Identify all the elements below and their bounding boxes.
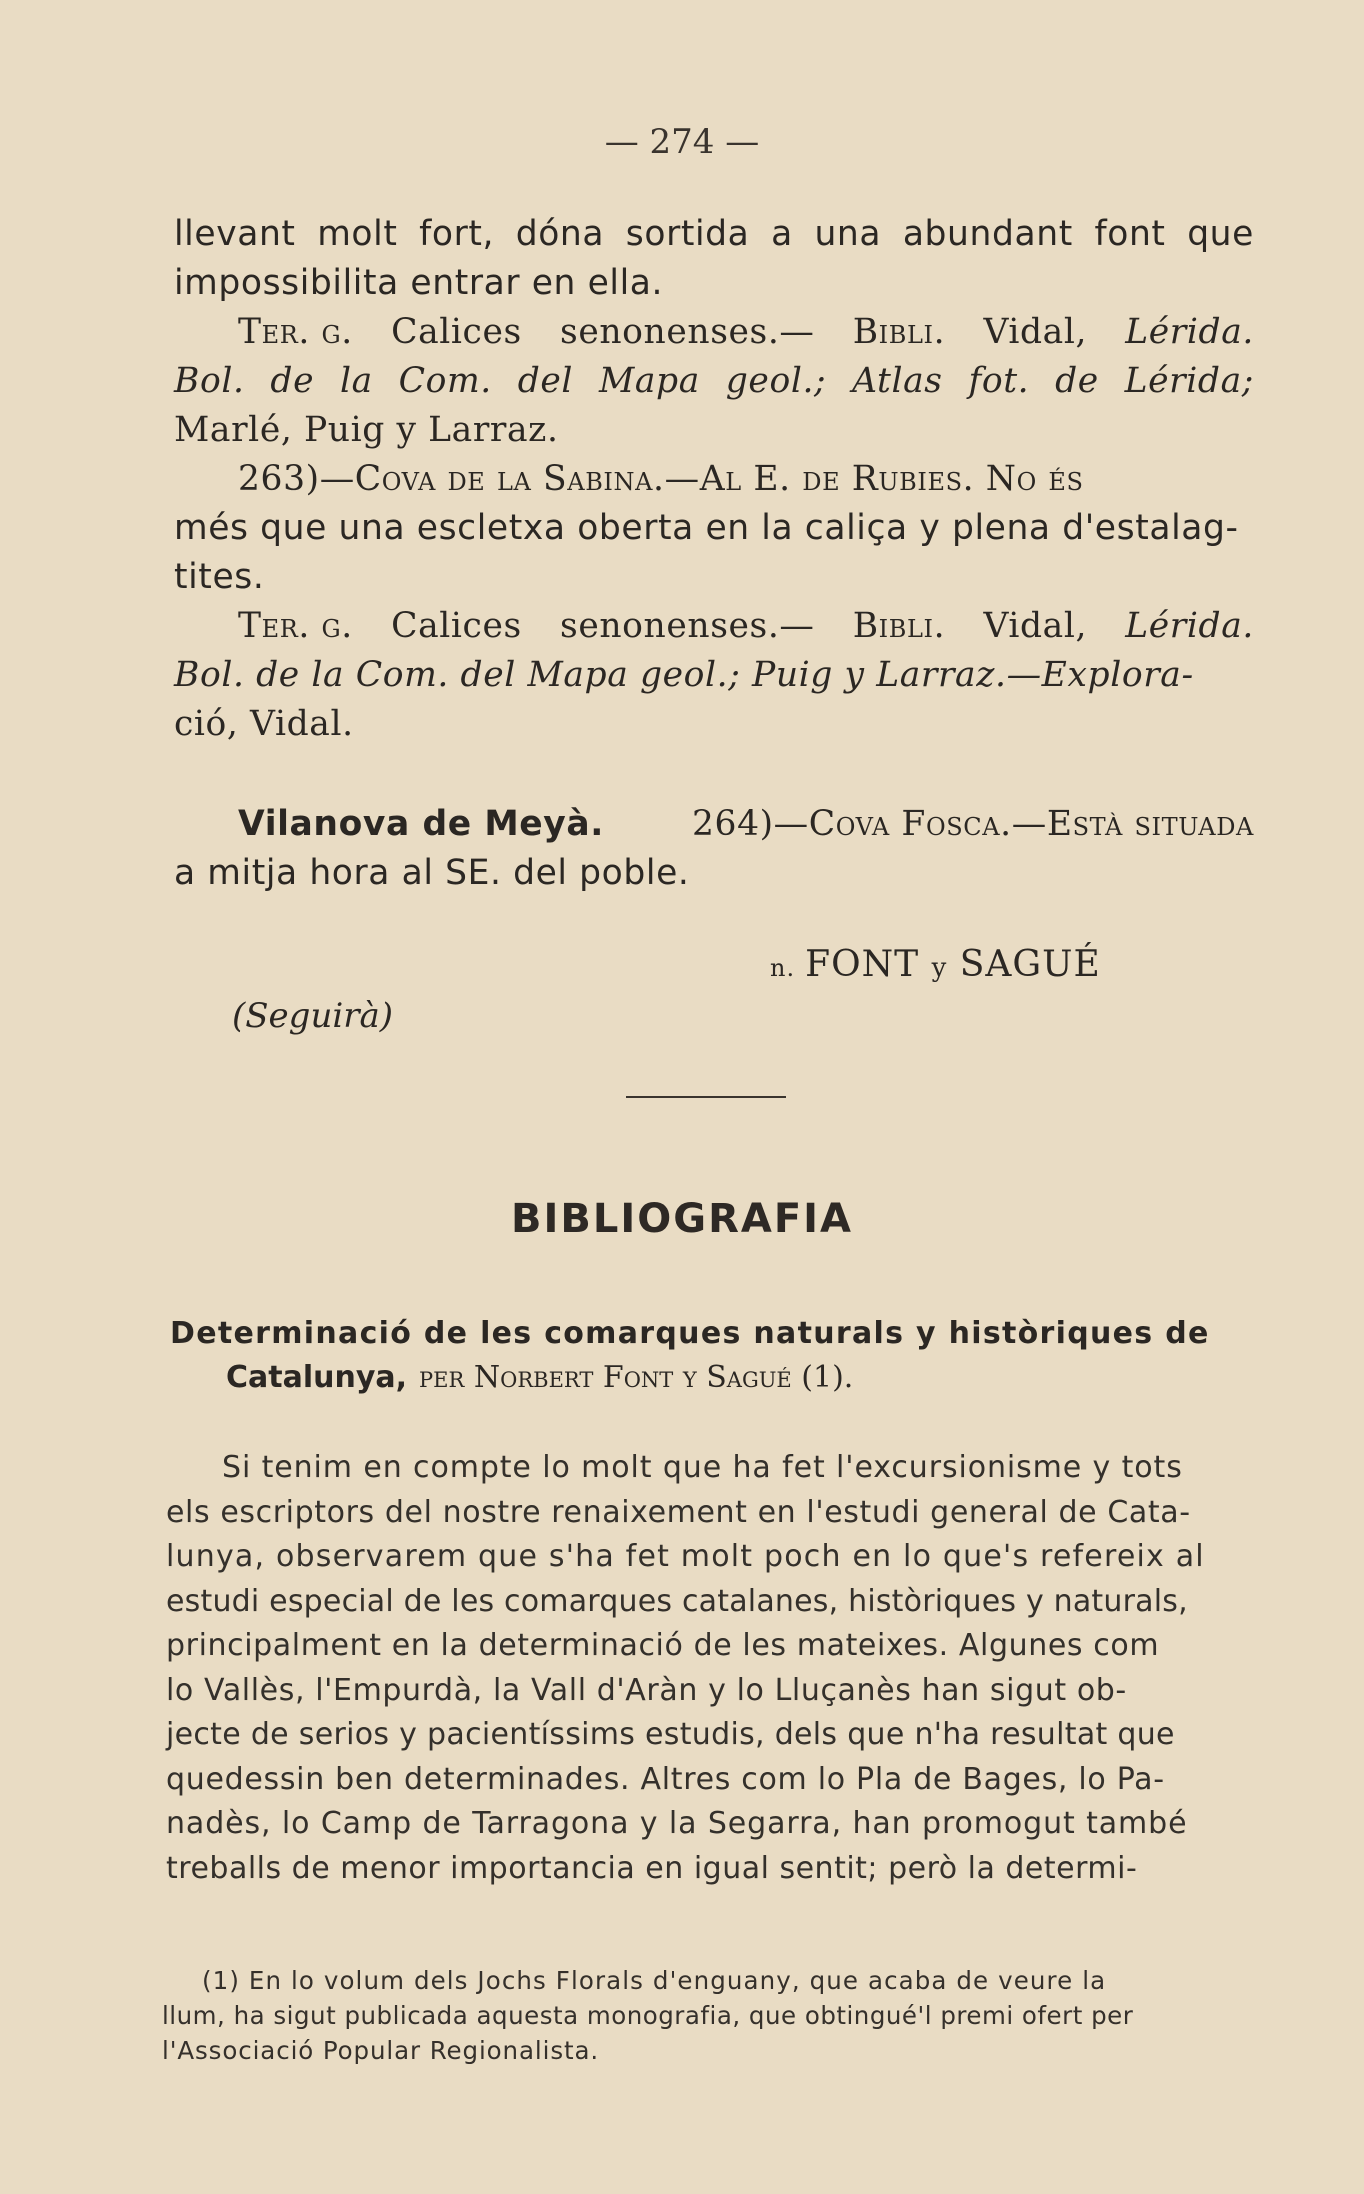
word: Bol. — [174, 361, 245, 401]
line-text: jecte de serios y pacientíssims estudis, dels que n'ha resultat que — [166, 1717, 1175, 1752]
word: font — [1094, 214, 1166, 254]
text-line — [174, 800, 1254, 849]
text-line — [166, 1802, 1246, 1847]
word: a — [771, 214, 793, 254]
line-text: lo Vallès, l'Empurdà, la Vall d'Aràn y lo Lluçanès han sigut ob- — [166, 1672, 1127, 1708]
word: Lérida. — [1125, 606, 1254, 646]
word: una — [814, 214, 882, 254]
line-text: estudi especial de les comarques catalanes, històriques y naturals, — [166, 1583, 1188, 1619]
word: geol.; — [725, 361, 827, 401]
line-text: lunya, observarem que s'ha fet molt poch en lo que's refereix al — [166, 1539, 1205, 1574]
word: dóna — [515, 214, 605, 254]
word: del — [517, 361, 574, 401]
line-text: treballs de menor importancia en igual sentit; però la determi- — [166, 1850, 1138, 1886]
word: Vidal, — [983, 606, 1088, 646]
word: Com. — [398, 361, 492, 401]
word: molt — [317, 214, 398, 254]
text-line — [174, 553, 1254, 602]
word: Ter. g. — [238, 312, 353, 352]
text-line — [174, 602, 1254, 651]
line-text: l'Associació Popular Regionalista. — [162, 2036, 600, 2065]
page-number: — 274 — — [604, 122, 760, 162]
text-line — [174, 259, 1254, 308]
text-line — [174, 357, 1254, 406]
text-line — [166, 1624, 1246, 1669]
text-line — [174, 455, 1254, 504]
line-text: quedessin ben determinades. Altres com lo Pla de Bages, lo Pa- — [166, 1761, 1165, 1797]
word: de — [1055, 361, 1099, 401]
word: Atlas — [852, 361, 943, 401]
word: llevant — [174, 214, 296, 254]
word: fort, — [419, 214, 495, 254]
text-line — [174, 406, 1254, 455]
author-surname: SAGUÉ — [959, 944, 1101, 985]
text-line — [166, 1713, 1246, 1758]
review-paragraph — [166, 1446, 1246, 1891]
line-text: 263)—Cova de la Sabina.—Al E. de Rubies. No és — [238, 459, 1084, 499]
line-text: nadès, lo Camp de Tarragona y la Segarra, han promogut també — [166, 1806, 1188, 1841]
line-text: llum, ha sigut publicada aquesta monografia, que obtingué'l premi ofert per — [162, 2001, 1134, 2030]
bibliography-entry — [170, 1312, 1246, 1400]
word: Bibli. — [852, 606, 946, 646]
line-text: ció, Vidal. — [174, 704, 354, 744]
author-conjunction: y — [931, 953, 948, 983]
text-line — [174, 700, 1254, 749]
word: Lérida; — [1124, 361, 1254, 401]
word: la — [339, 361, 373, 401]
word: sortida — [625, 214, 750, 254]
section-divider — [626, 1096, 786, 1098]
book-title: Determinació de les comarques naturals y històriques de — [170, 1316, 1210, 1351]
text-line — [166, 1669, 1246, 1714]
word: Bibli. — [852, 312, 946, 352]
word: que — [1187, 214, 1254, 254]
text-line — [166, 1491, 1246, 1536]
word: Calices — [391, 606, 522, 646]
text-line — [166, 1446, 1246, 1491]
text-line — [174, 308, 1254, 357]
word: senonenses.— — [560, 606, 815, 646]
line-text: més que una escletxa oberta en la caliça y plena d'estalag- — [174, 508, 1239, 548]
line-text: tites. — [174, 557, 265, 597]
text-line — [174, 849, 1254, 898]
word: abundant — [902, 214, 1073, 254]
book-author: per Norbert Font y Sagué (1). — [419, 1360, 854, 1395]
line-text: principalment en la determinació de les mateixes. Algunes com — [166, 1628, 1160, 1663]
line-text: (1) En lo volum dels Jochs Florals d'enguany, que acaba de veure la — [202, 1966, 1107, 1995]
text-line — [166, 1580, 1246, 1625]
word: Mapa — [598, 361, 700, 401]
entry-text-block — [174, 210, 1254, 749]
book-title-end: Catalunya, — [226, 1360, 408, 1395]
author-name: FONT — [805, 944, 920, 985]
text-line — [174, 210, 1254, 259]
word: de — [270, 361, 315, 401]
word: Calices — [391, 312, 522, 352]
entry-text-block — [174, 800, 1254, 898]
line-text: els escriptors del nostre renaixement en l'estudi general de Cata- — [166, 1494, 1191, 1530]
author-signature — [770, 944, 1101, 985]
footnote-line — [162, 1963, 1244, 1998]
text-line — [166, 1847, 1246, 1892]
footnote-line — [162, 2033, 1244, 2068]
word: Vidal, — [983, 312, 1088, 352]
text-line — [166, 1758, 1246, 1803]
text-line — [170, 1312, 1246, 1356]
line-text: Marlé, Puig y Larraz. — [174, 410, 559, 450]
line-text: Bol. de la Com. del Mapa geol.; Puig y Larraz.—Explora- — [174, 655, 1194, 695]
word: Ter. g. — [238, 606, 353, 646]
continued-note: (Seguirà) — [232, 996, 394, 1036]
text-line — [174, 504, 1254, 553]
text-line — [166, 1535, 1246, 1580]
word: fot. — [968, 361, 1030, 401]
entry-title: 264)—Cova Fosca.—Està situada — [691, 804, 1254, 844]
author-initial: n. — [770, 954, 796, 982]
footnote — [162, 1963, 1244, 2068]
line-text: impossibilita entrar en ella. — [174, 263, 664, 303]
text-line — [170, 1356, 1246, 1400]
line-text: a mitja hora al SE. del poble. — [174, 853, 690, 893]
place-name: Vilanova de Meyà. — [238, 804, 604, 844]
text-line — [174, 651, 1254, 700]
line-text: Si tenim en compte lo molt que ha fet l'excursionisme y tots — [222, 1450, 1183, 1485]
word: Lérida. — [1125, 312, 1254, 352]
footnote-line — [162, 1998, 1244, 2033]
word: senonenses.— — [560, 312, 815, 352]
section-heading: BIBLIOGRAFIA — [511, 1196, 853, 1242]
